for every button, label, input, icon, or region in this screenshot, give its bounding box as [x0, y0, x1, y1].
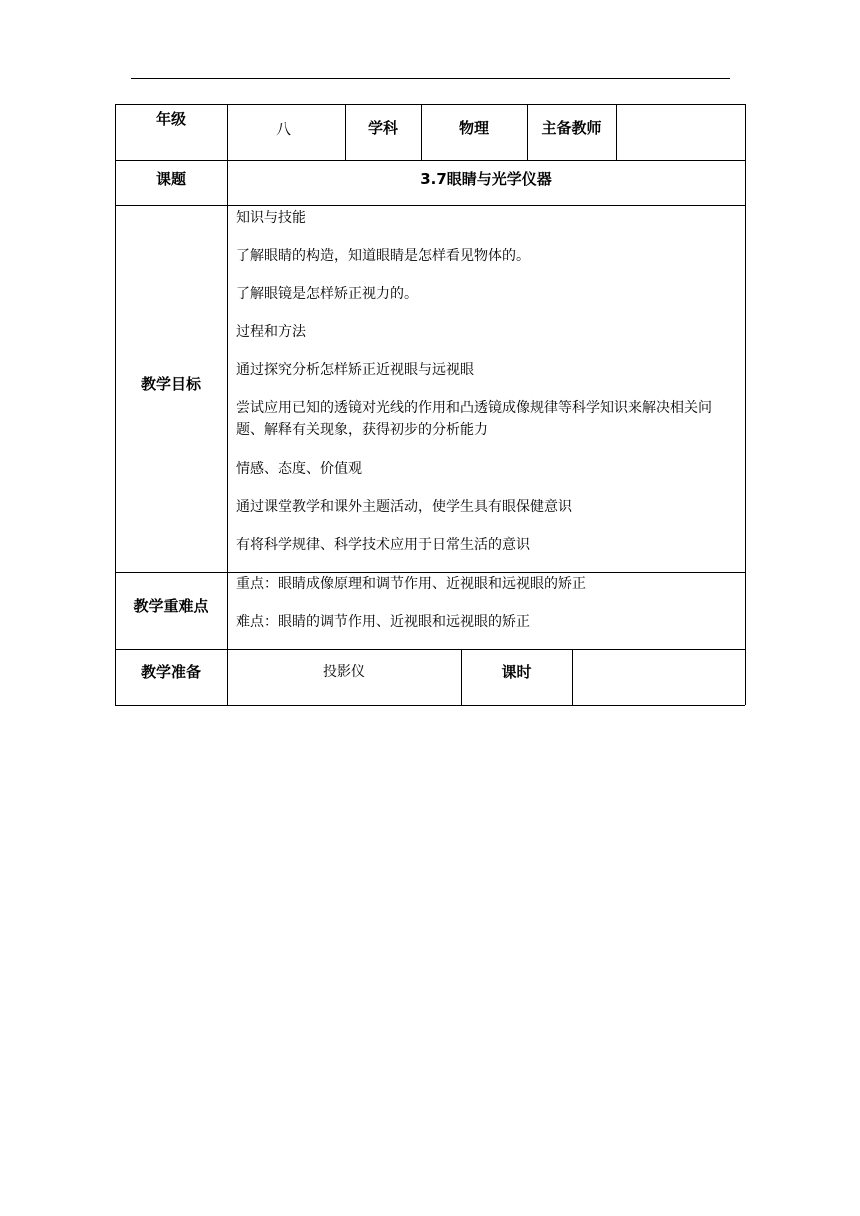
- grade-value: 八: [276, 120, 292, 138]
- topic-value: 3.7眼睛与光学仪器: [420, 170, 552, 188]
- goals-item: 情感、态度、价值观: [236, 461, 362, 477]
- goals-item: 过程和方法: [236, 324, 306, 340]
- table-border-top: [115, 104, 745, 105]
- table-row-divider: [115, 649, 745, 650]
- topic-label: 课题: [155, 170, 186, 188]
- subject-label: 学科: [367, 119, 398, 137]
- key-point: 重点：眼睛成像原理和调节作用、近视眼和远视眼的矫正: [236, 576, 586, 592]
- goals-item: 通过探究分析怎样矫正近视眼与远视眼: [236, 362, 474, 378]
- preparation-label: 教学准备: [140, 663, 201, 681]
- goals-item: 知识与技能: [236, 210, 306, 226]
- table-col-divider: [227, 104, 228, 705]
- header-rule: [131, 78, 730, 79]
- goals-item: 了解眼镜是怎样矫正视力的。: [236, 286, 418, 302]
- table-border-right: [745, 104, 746, 705]
- preparation-value: 投影仪: [323, 664, 365, 680]
- goals-item: 了解眼睛的构造，知道眼睛是怎样看见物体的。: [236, 248, 530, 264]
- goals-item: 尝试应用已知的透镜对光线的作用和凸透镜成像规律等科学知识来解决相关问题、解释有关现象，获得初步的分析能力: [236, 400, 712, 438]
- key-points-label: 教学重难点: [133, 597, 209, 615]
- subject-value: 物理: [458, 119, 489, 137]
- difficult-point: 难点：眼睛的调节作用、近视眼和远视眼的矫正: [236, 614, 530, 630]
- goals-item: 通过课堂教学和课外主题活动，使学生具有眼保健意识: [236, 499, 572, 515]
- table-col-divider: [616, 104, 617, 160]
- goals-item: 有将科学规律、科学技术应用于日常生活的意识: [236, 537, 530, 553]
- grade-label: 年级: [155, 110, 186, 128]
- teacher-label: 主备教师: [541, 119, 602, 137]
- table-row-divider: [115, 160, 745, 161]
- table-border-bottom: [115, 705, 745, 706]
- table-col-divider: [572, 649, 573, 705]
- period-label: 课时: [501, 663, 532, 681]
- table-row-divider: [115, 205, 745, 206]
- goals-label: 教学目标: [140, 375, 201, 393]
